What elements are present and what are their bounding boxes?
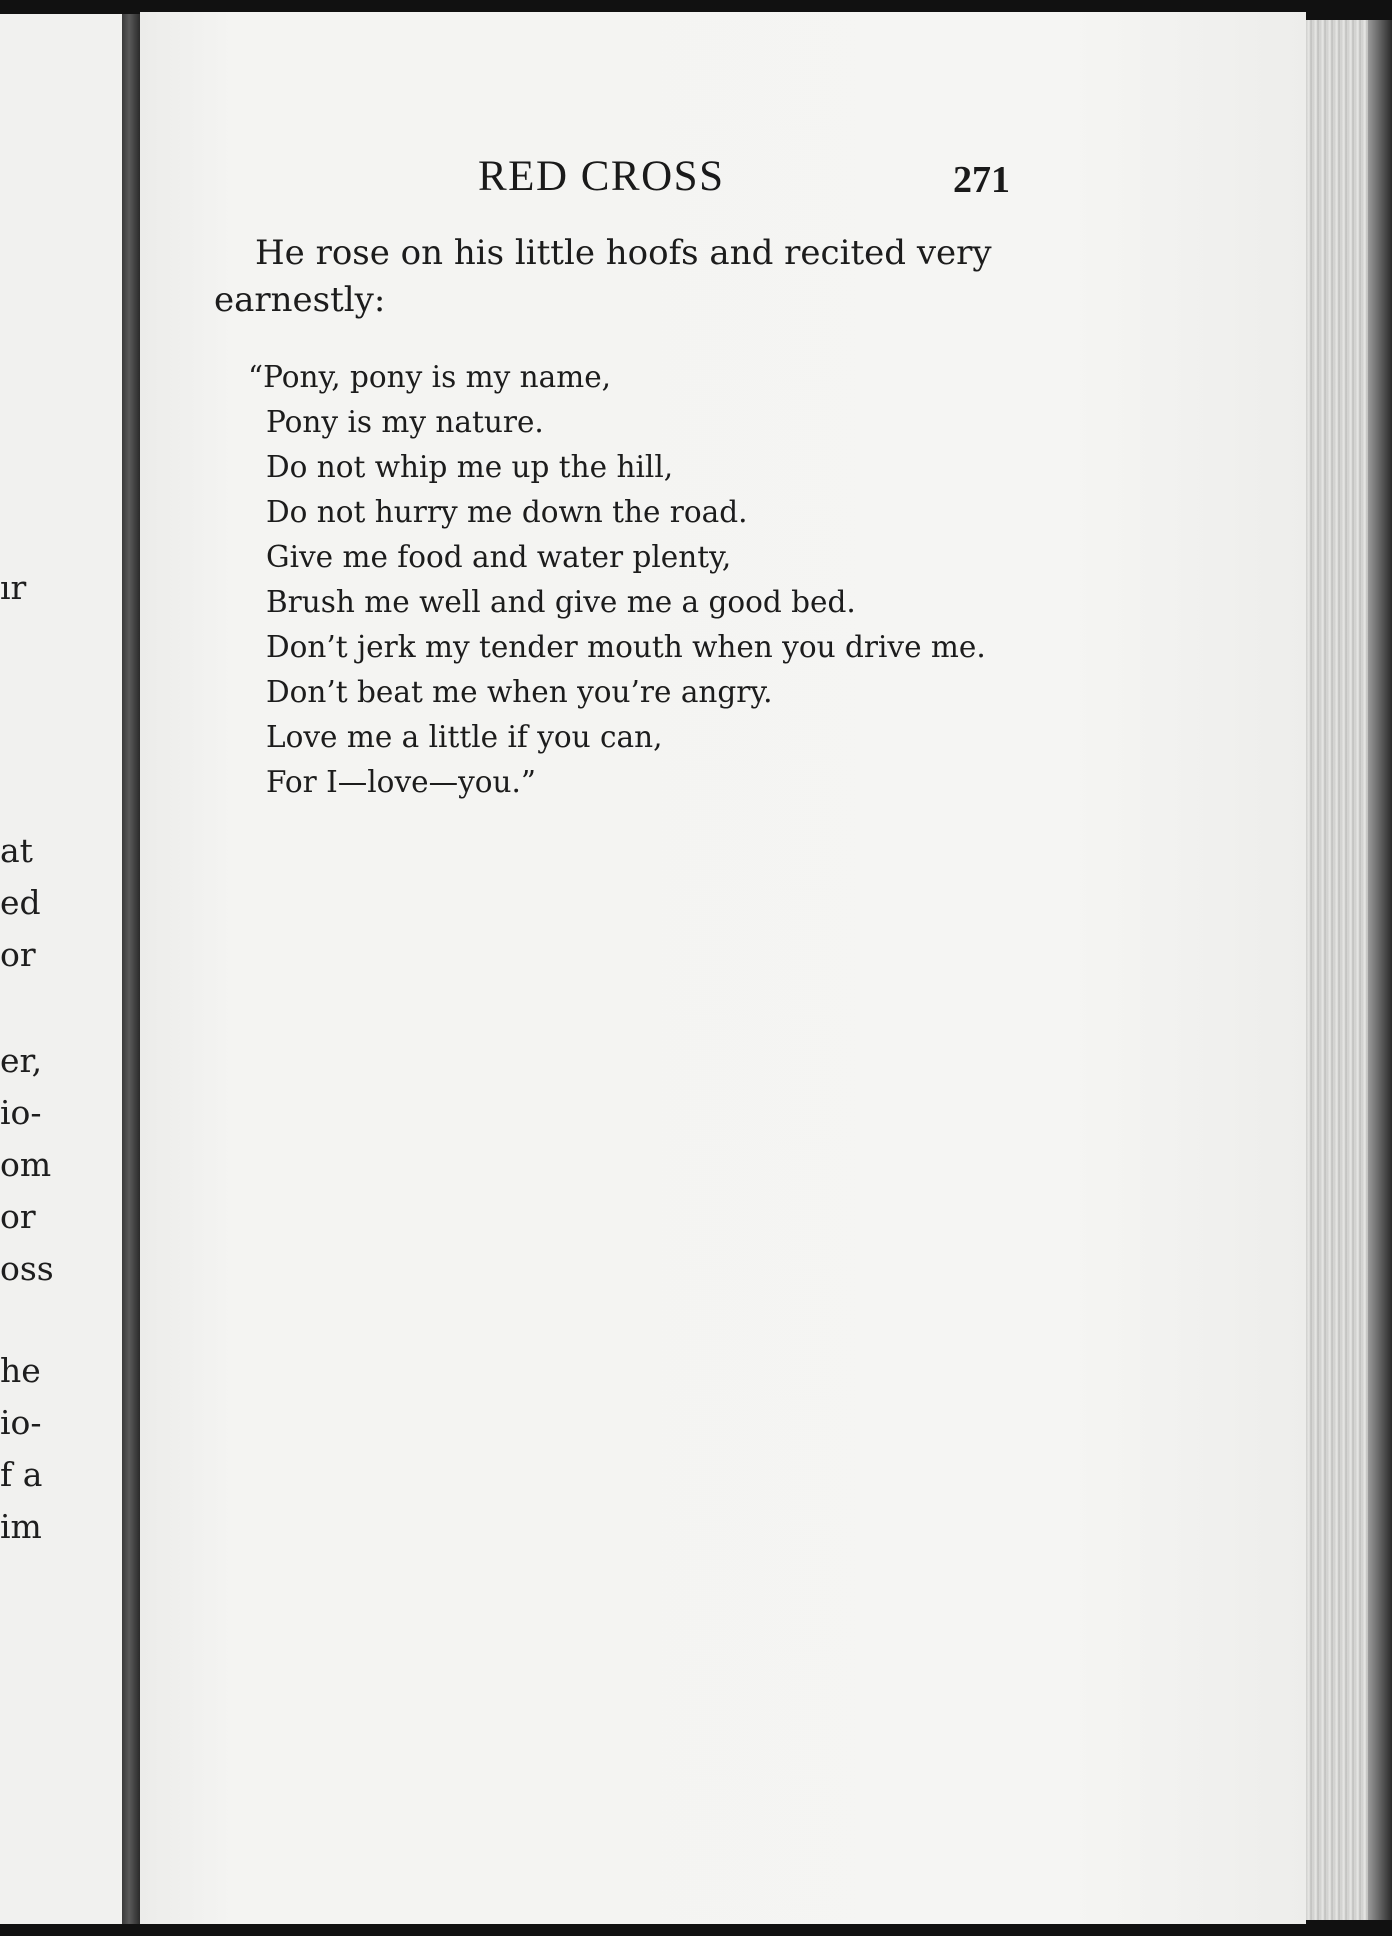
left-page-fragment: ır bbox=[0, 571, 27, 604]
poem-line: Pony is my nature. bbox=[266, 405, 544, 439]
left-page-fragment: he bbox=[0, 1354, 41, 1387]
left-page-fragment: or bbox=[0, 938, 36, 971]
prose-line: He rose on his little hoofs and recited very bbox=[255, 233, 992, 273]
left-page-fragment: at bbox=[0, 834, 33, 867]
poem bbox=[248, 355, 986, 805]
left-page-fragment: io- bbox=[0, 1406, 42, 1439]
book-gutter bbox=[122, 14, 140, 1924]
left-page-fragment: f a bbox=[0, 1458, 43, 1491]
left-page-fragment: ed bbox=[0, 886, 41, 919]
poem-line: Brush me well and give me a good bed. bbox=[266, 585, 856, 619]
poem-line: Do not hurry me down the road. bbox=[266, 495, 748, 529]
prose-line: earnestly: bbox=[214, 280, 386, 320]
left-page-fragment: oss bbox=[0, 1252, 54, 1285]
left-page-fragment: io- bbox=[0, 1096, 42, 1129]
poem-line: “Pony, pony is my name, bbox=[248, 360, 612, 394]
poem-line: For I—love—you.” bbox=[266, 765, 536, 799]
edge-shadow bbox=[1368, 20, 1392, 1920]
left-page-fragment: om bbox=[0, 1148, 52, 1181]
page-number: 271 bbox=[953, 159, 1010, 201]
left-page-fragment: er, bbox=[0, 1044, 43, 1077]
poem-line: Give me food and water plenty, bbox=[266, 540, 732, 574]
poem-line: Love me a little if you can, bbox=[266, 720, 663, 754]
left-page-fragment: im bbox=[0, 1510, 42, 1543]
poem-line: Do not whip me up the hill, bbox=[266, 450, 674, 484]
poem-line: Don’t jerk my tender mouth when you drive me. bbox=[266, 630, 986, 664]
left-page-fragment: or bbox=[0, 1200, 36, 1233]
poem-line: Don’t beat me when you’re angry. bbox=[266, 675, 773, 709]
left-facing-page bbox=[0, 14, 122, 1924]
running-head: RED CROSS bbox=[478, 153, 725, 200]
prose-paragraph bbox=[214, 230, 1034, 324]
